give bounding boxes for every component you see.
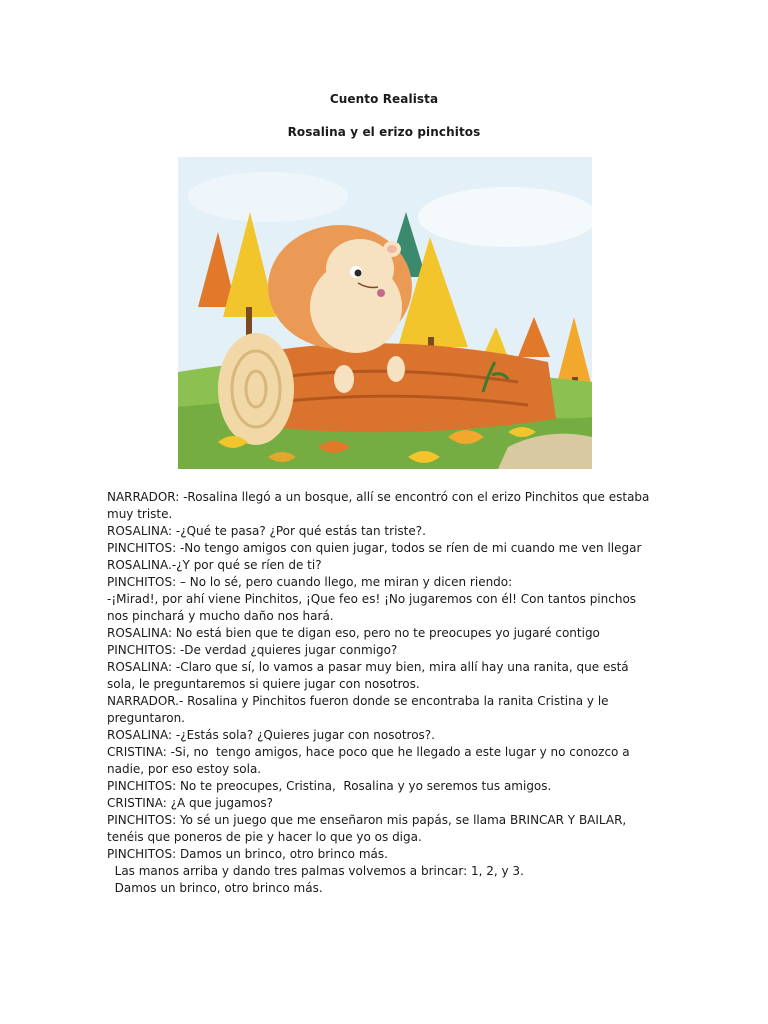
story-line: ROSALINA: -¿Qué te pasa? ¿Por qué estás tan triste?. (107, 524, 426, 538)
story-line: PINCHITOS: Yo sé un juego que me enseñaron mis papás, se llama BRINCAR Y BAILAR, (107, 813, 627, 827)
story-line: PINCHITOS: -No tengo amigos con quien jugar, todos se ríen de mi cuando me ven llegar (107, 541, 642, 555)
story-line: nadie, por eso estoy sola. (107, 762, 262, 776)
story-line: Las manos arriba y dando tres palmas volvemos a brincar: 1, 2, y 3. (107, 864, 524, 878)
story-line: Damos un brinco, otro brinco más. (107, 881, 323, 895)
story-line: NARRADOR.- Rosalina y Pinchitos fueron donde se encontraba la ranita Cristina y le (107, 694, 609, 708)
story-line: PINCHITOS: -De verdad ¿quieres jugar conmigo? (107, 643, 398, 657)
story-line: PINCHITOS: – No lo sé, pero cuando llego, me miran y dicen riendo: (107, 575, 513, 589)
hedgehog-illustration (178, 157, 592, 469)
story-line: ROSALINA: -¿Estás sola? ¿Quieres jugar con nosotros?. (107, 728, 435, 742)
story-line: sola, le preguntaremos si quiere jugar con nosotros. (107, 677, 420, 691)
story-line: -¡Mirad!, por ahí viene Pinchitos, ¡Que feo es! ¡No jugaremos con él! Con tantos pinchos (107, 592, 637, 606)
document-title: Cuento Realista (329, 92, 439, 106)
story-line: muy triste. (107, 507, 173, 521)
story-dialogue (107, 489, 667, 897)
story-line: ROSALINA: -Claro que sí, lo vamos a pasar muy bien, mira allí hay una ranita, que está (107, 660, 629, 674)
story-line: nos pinchará y mucho daño nos hará. (107, 609, 334, 623)
story-line: CRISTINA: -Si, no tengo amigos, hace poco que he llegado a este lugar y no conozco a (107, 745, 630, 759)
story-line: CRISTINA: ¿A que jugamos? (107, 796, 273, 810)
story-line: PINCHITOS: Damos un brinco, otro brinco más. (107, 847, 388, 861)
story-line: ROSALINA: No está bien que te digan eso, pero no te preocupes yo jugaré contigo (107, 626, 600, 640)
story-line: preguntaron. (107, 711, 185, 725)
story-line: tenéis que poneros de pie y hacer lo que yo os diga. (107, 830, 422, 844)
story-line: NARRADOR: -Rosalina llegó a un bosque, allí se encontró con el erizo Pinchitos que estaba (107, 490, 650, 504)
story-title: Rosalina y el erizo pinchitos (287, 125, 481, 139)
story-line: ROSALINA.-¿Y por qué se ríen de ti? (107, 558, 322, 572)
story-line: PINCHITOS: No te preocupes, Cristina, Rosalina y yo seremos tus amigos. (107, 779, 552, 793)
